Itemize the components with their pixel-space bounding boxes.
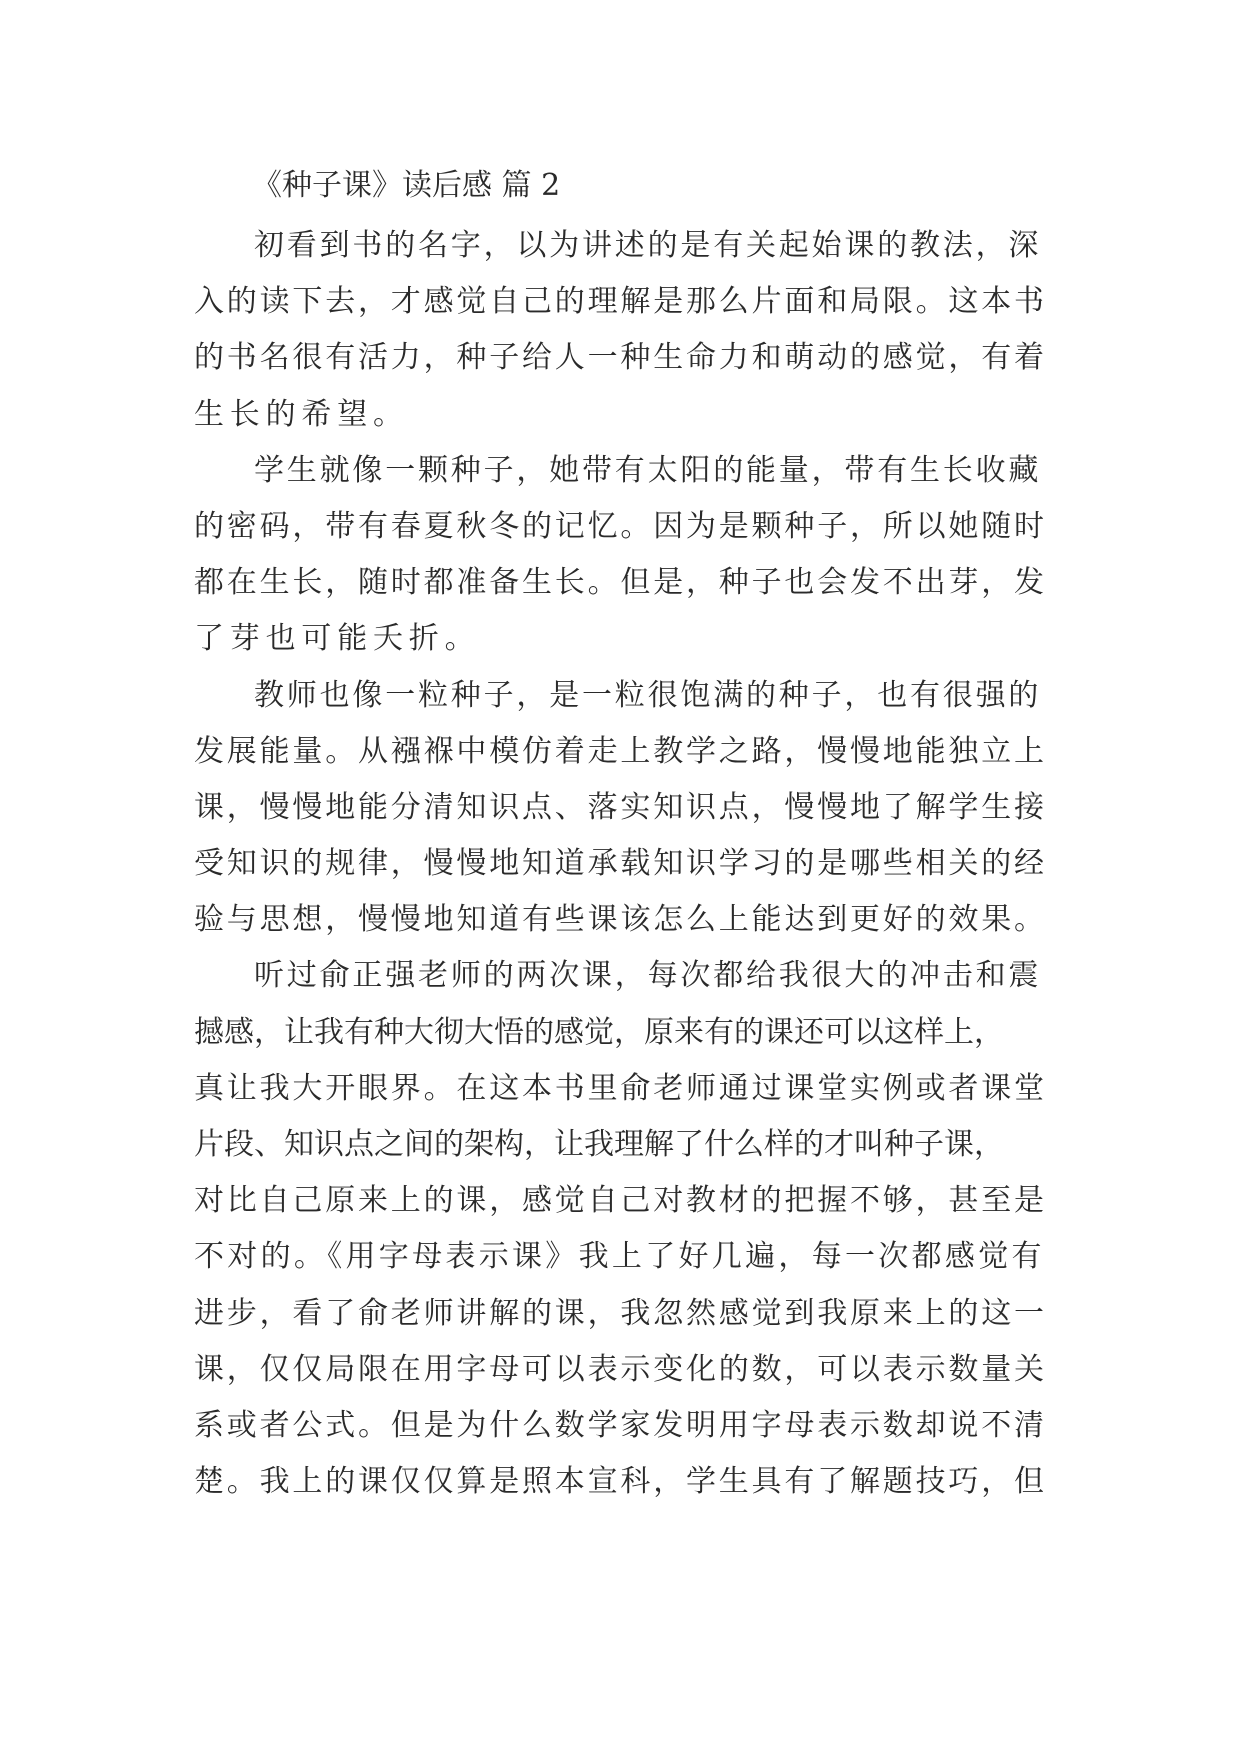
paragraph-3-line-3: 课，慢慢地能分清知识点、落实知识点，慢慢地了解学生接 (194, 789, 1047, 825)
paragraph-2-line-1: 学生就像一颗种子，她带有太阳的能量，带有生长收藏 (254, 452, 1042, 488)
paragraph-4-line-2: 撼感，让我有种大彻大悟的感觉，原来有的课还可以这样上， (194, 1014, 1004, 1050)
paragraph-1-line-4: 生长的希望。 (194, 396, 409, 432)
paragraph-1-line-3: 的书名很有活力，种子给人一种生命力和萌动的感觉，有着 (194, 340, 1047, 376)
paragraph-3-line-1: 教师也像一粒种子，是一粒很饱满的种子，也有很强的 (254, 677, 1042, 713)
paragraph-2-line-2: 的密码，带有春夏秋冬的记忆。因为是颗种子，所以她随时 (194, 508, 1047, 544)
paragraph-1-line-1: 初看到书的名字，以为讲述的是有关起始课的教法，深 (254, 228, 1042, 263)
paragraph-3-line-2: 发展能量。从襁褓中模仿着走上教学之路，慢慢地能独立上 (194, 733, 1047, 769)
paragraph-2-line-4: 了芽也可能夭折。 (194, 621, 481, 657)
paragraph-3-line-4: 受知识的规律，慢慢地知道承载知识学习的是哪些相关的经 (194, 846, 1047, 882)
document-body (194, 218, 1051, 1510)
paragraph-2-line-3: 都在生长，随时都准备生长。但是，种子也会发不出芽，发 (194, 565, 1047, 601)
paragraph-4-line-3: 真让我大开眼界。在这本书里俞老师通过课堂实例或者课堂 (194, 1070, 1047, 1106)
paragraph-4-line-1: 听过俞正强老师的两次课，每次都给我很大的冲击和震 (254, 958, 1042, 994)
paragraph-4-line-7: 进步，看了俞老师讲解的课，我忽然感觉到我原来上的这一 (194, 1295, 1047, 1331)
paragraph-3-line-5: 验与思想，慢慢地知道有些课该怎么上能达到更好的效果。 (194, 902, 1047, 938)
paragraph-4-line-4: 片段、知识点之间的架构，让我理解了什么样的才叫种子课， (194, 1127, 1004, 1162)
paragraph-4-line-8: 课，仅仅局限在用字母可以表示变化的数，可以表示数量关 (194, 1351, 1047, 1387)
paragraph-4-line-9: 系或者公式。但是为什么数学家发明用字母表示数却说不清 (194, 1407, 1047, 1443)
paragraph-4-line-10: 楚。我上的课仅仅算是照本宣科，学生具有了解题技巧，但 (194, 1464, 1047, 1500)
paragraph-4-line-5: 对比自己原来上的课，感觉自己对教材的把握不够，甚至是 (194, 1183, 1047, 1219)
paragraph-4-line-6: 不对的。《用字母表示课》我上了好几遍，每一次都感觉有 (194, 1239, 1045, 1275)
document-title: 《种子课》读后感 篇 2 (252, 168, 561, 203)
paragraph-1-line-2: 入的读下去，才感觉自己的理解是那么片面和局限。这本书 (194, 284, 1047, 320)
